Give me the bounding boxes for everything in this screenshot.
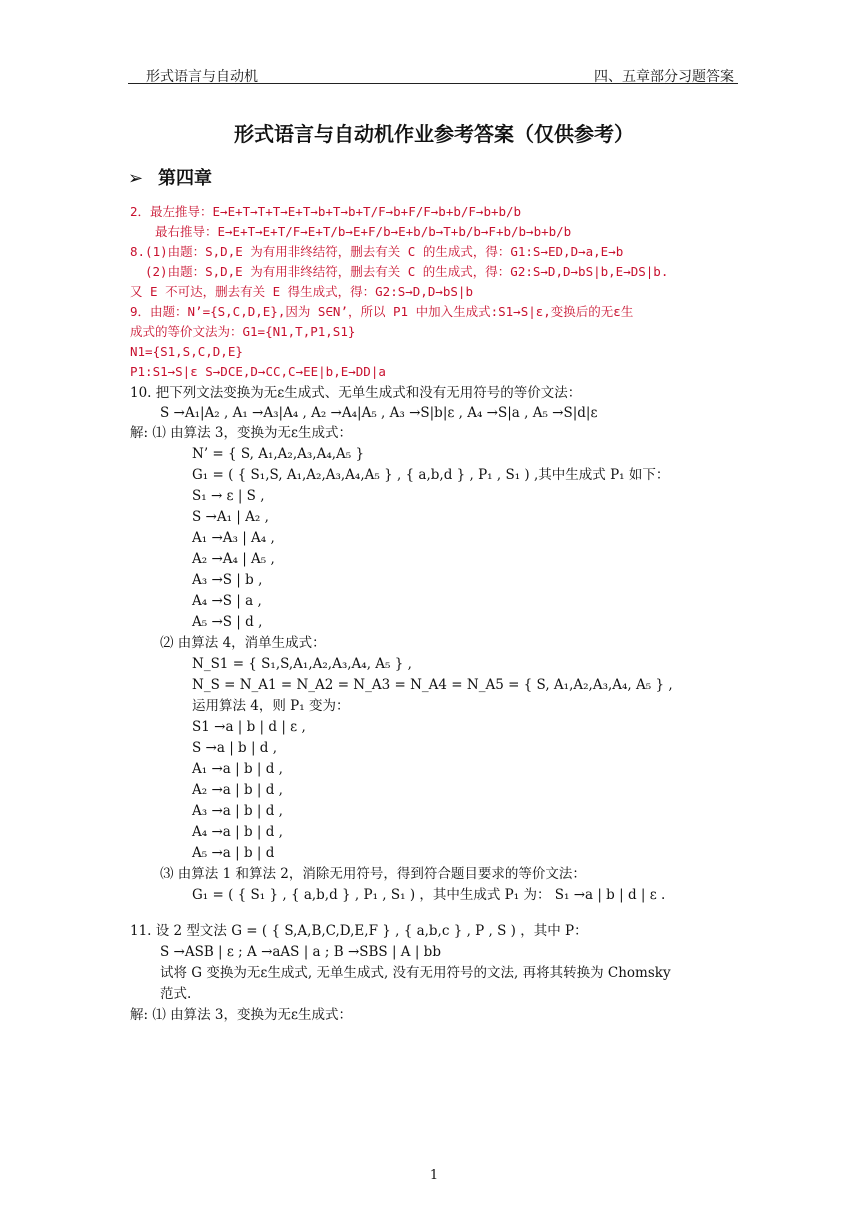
text-line: 试将 G 变换为无ε生成式, 无单生成式, 没有无用符号的文法, 再将其转换为 Chomsky	[160, 965, 671, 981]
text-line: N_S = N_A1 = N_A2 = N_A3 = N_A4 = N_A5 = { S, A₁,A₂,A₃,A₄, A₅ } ,	[192, 677, 673, 693]
text-line: N’ = { S, A₁,A₂,A₃,A₄,A₅ }	[192, 446, 365, 462]
text-line: A₃ →a | b | d ,	[192, 803, 283, 819]
text-line: S →A₁|A₂ , A₁ →A₃|A₄ , A₂ →A₄|A₅ , A₃ →S|b|ε , A₄ →S|a , A₅ →S|d|ε	[160, 405, 598, 421]
text-line: 8.(1)由题：S,D,E 为有用非终结符，删去有关 C 的生成式，得：G1:S→ED,D→a,E→b	[130, 244, 624, 259]
arrow-bullet-icon: ➢	[128, 168, 144, 189]
text-line: A₅ →S | d ,	[192, 614, 263, 630]
header-rule	[128, 83, 738, 84]
page-number: 1	[429, 1168, 439, 1183]
text-line: S →ASB | ε ; A →aAS | a ; B →SBS | A | bb	[160, 944, 441, 960]
text-line: (2)由题：S,D,E 为有用非终结符，删去有关 C 的生成式，得：G2:S→D,D→bS|b,E→DS|b.	[145, 264, 669, 279]
chapter-label: 第四章	[158, 168, 212, 189]
text-line: 范式.	[160, 986, 192, 1002]
text-line: P1:S1→S|ε S→DCE,D→CC,C→EE|b,E→DD|a	[130, 364, 386, 379]
text-line: S1 →a | b | d | ε ,	[192, 719, 306, 735]
text-line: A₃ →S | b ,	[192, 572, 263, 588]
text-line: A₂ →a | b | d ,	[192, 782, 283, 798]
text-line: 解: ⑴ 由算法 3，变换为无ε生成式：	[130, 1007, 353, 1023]
text-line: A₄ →S | a ,	[192, 593, 262, 609]
text-line: 运用算法 4，则 P₁ 变为：	[192, 698, 350, 714]
text-line: N_S1 = { S₁,S,A₁,A₂,A₃,A₄, A₅ } ,	[192, 656, 412, 672]
text-line: 10. 把下列文法变换为无ε生成式、无单生成式和没有无用符号的等价文法：	[130, 385, 582, 401]
text-line: S₁ → ε | S ,	[192, 488, 265, 504]
text-line: S →a | b | d ,	[192, 740, 278, 756]
text-line: G₁ = ( { S₁ } , { a,b,d } , P₁ , S₁ ) ，其中生成式 P₁ 为： S₁ →a | b | d | ε .	[192, 887, 666, 903]
text-line: N1={S1,S,C,D,E}	[130, 344, 243, 359]
text-line: 11. 设 2 型文法 G = ( { S,A,B,C,D,E,F } , { a,b,c } , P , S ) ，其中 P：	[130, 923, 588, 939]
page-title: 形式语言与自动机作业参考答案（仅供参考）	[234, 122, 634, 146]
text-line: 2．最左推导：E→E+T→T+T→E+T→b+T→b+T/F→b+F/F→b+b/F→b+b/b	[130, 204, 522, 219]
text-line: ⑶ 由算法 1 和算法 2，消除无用符号，得到符合题目要求的等价文法：	[160, 866, 586, 882]
text-line: G₁ = ( { S₁,S, A₁,A₂,A₃,A₄,A₅ } , { a,b,d } , P₁ , S₁ ) ,其中生成式 P₁ 如下：	[192, 467, 670, 483]
text-line: 解: ⑴ 由算法 3，变换为无ε生成式：	[130, 425, 353, 441]
chapter-heading	[128, 164, 212, 190]
text-line: A₁ →a | b | d ,	[192, 761, 283, 777]
text-line: A₂ →A₄ | A₅ ,	[192, 551, 275, 567]
text-line: A₁ →A₃ | A₄ ,	[192, 530, 275, 546]
text-line: 又 E 不可达，删去有关 E 得生成式，得：G2:S→D,D→bS|b	[130, 284, 473, 299]
text-line: A₄ →a | b | d ,	[192, 824, 283, 840]
header-left: 形式语言与自动机	[146, 69, 258, 85]
text-line: 9．由题：N’={S,C,D,E},因为 S∈N’，所以 P1 中加入生成式:S1→S|ε,变换后的无ε生	[130, 304, 634, 319]
text-line: 最右推导：E→E+T→E+T/F→E+T/b→E+F/b→E+b/b→T+b/b→F+b/b→b+b/b	[155, 224, 572, 239]
text-line: 成式的等价文法为：G1={N1,T,P1,S1}	[130, 324, 356, 339]
text-line: ⑵ 由算法 4，消单生成式：	[160, 635, 326, 651]
text-line: A₅ →a | b | d	[192, 845, 275, 861]
header-right: 四、五章部分习题答案	[594, 69, 734, 85]
text-line: S →A₁ | A₂ ,	[192, 509, 269, 525]
